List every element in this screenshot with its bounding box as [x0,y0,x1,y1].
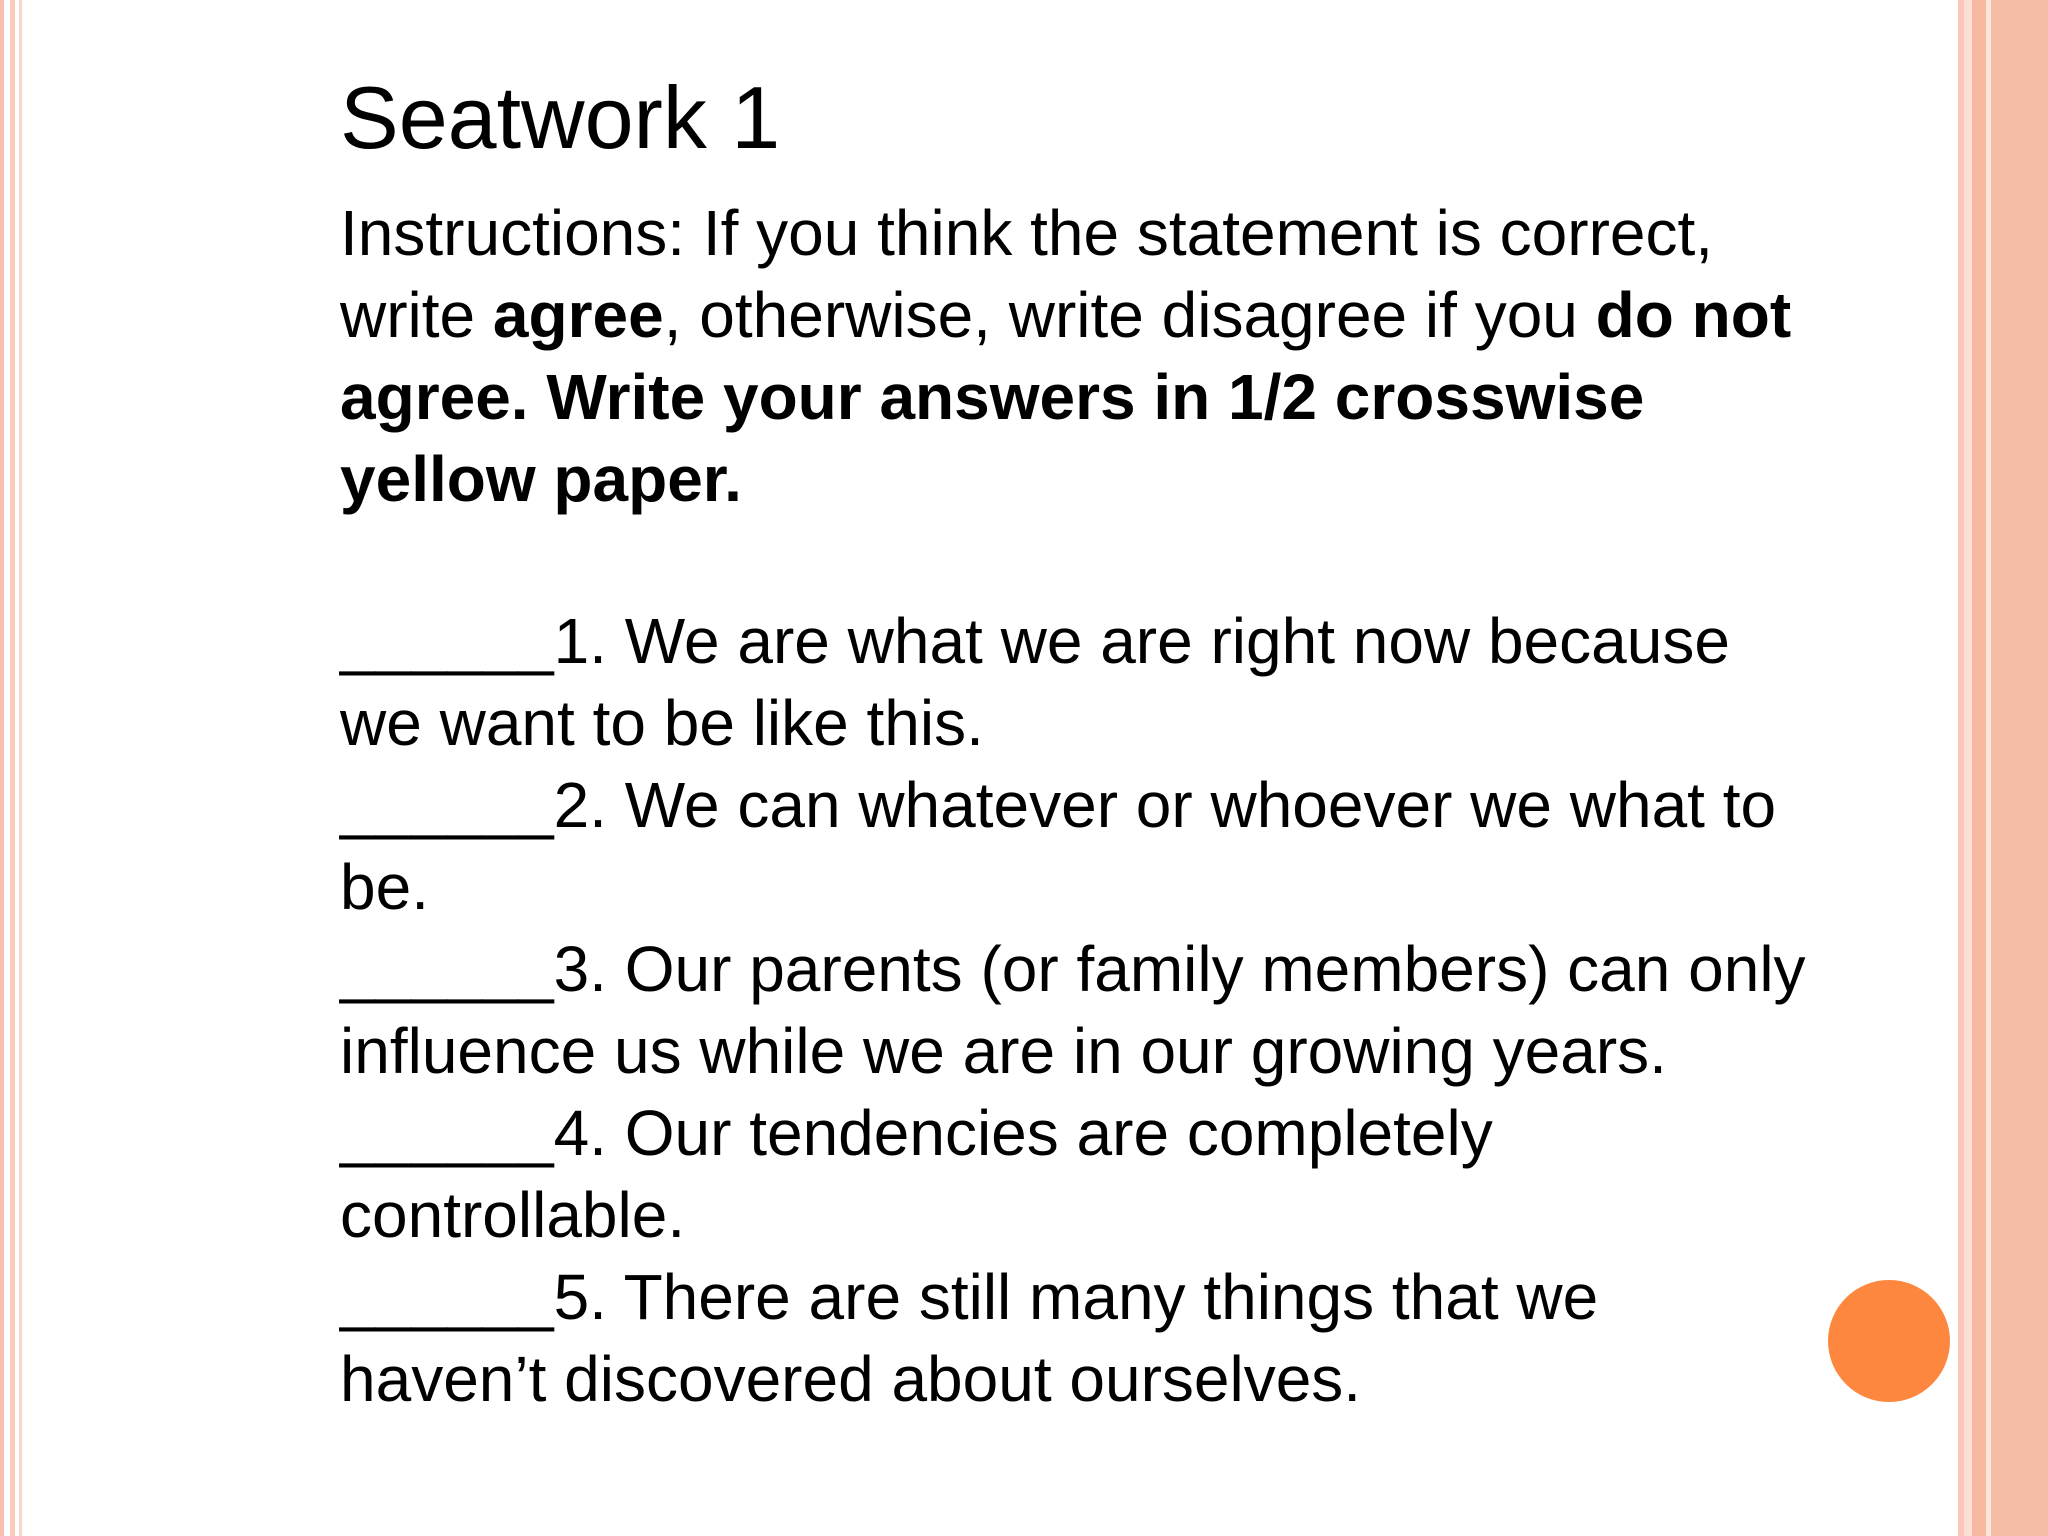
statement-item: ______3. Our parents (or family members) can only influence us while we are in our growing years. [340,933,1806,1087]
statement-item: ______2. We can whatever or whoever we what to be. [340,769,1777,923]
instructions-paragraph [340,192,1810,520]
right-border-band [1972,0,1986,1536]
statement-list [340,600,1810,1420]
instructions-text: , otherwise, write disagree if you [663,279,1596,351]
left-border-line [19,0,22,1536]
left-border-line [0,0,4,1536]
right-border-band [1991,0,2048,1536]
statement-item: ______1. We are what we are right now because we want to be like this. [340,605,1730,759]
orange-circle-decoration [1828,1280,1950,1402]
slide-title: Seatwork 1 [340,68,781,167]
right-border-band [1964,0,1972,1536]
instructions-bold-text: do not agree. Write your answers in 1/2 crosswise yellow paper. [340,279,1792,515]
instructions-bold-agree: agree [492,279,664,351]
instructions-text: Instructions: If you think the statement is correct, write [340,197,1714,351]
statement-item: ______4. Our tendencies are completely controllable. [340,1097,1493,1251]
left-border-line [10,0,15,1536]
statement-item: ______5. There are still many things that we haven’t discovered about ourselves. [340,1261,1599,1415]
